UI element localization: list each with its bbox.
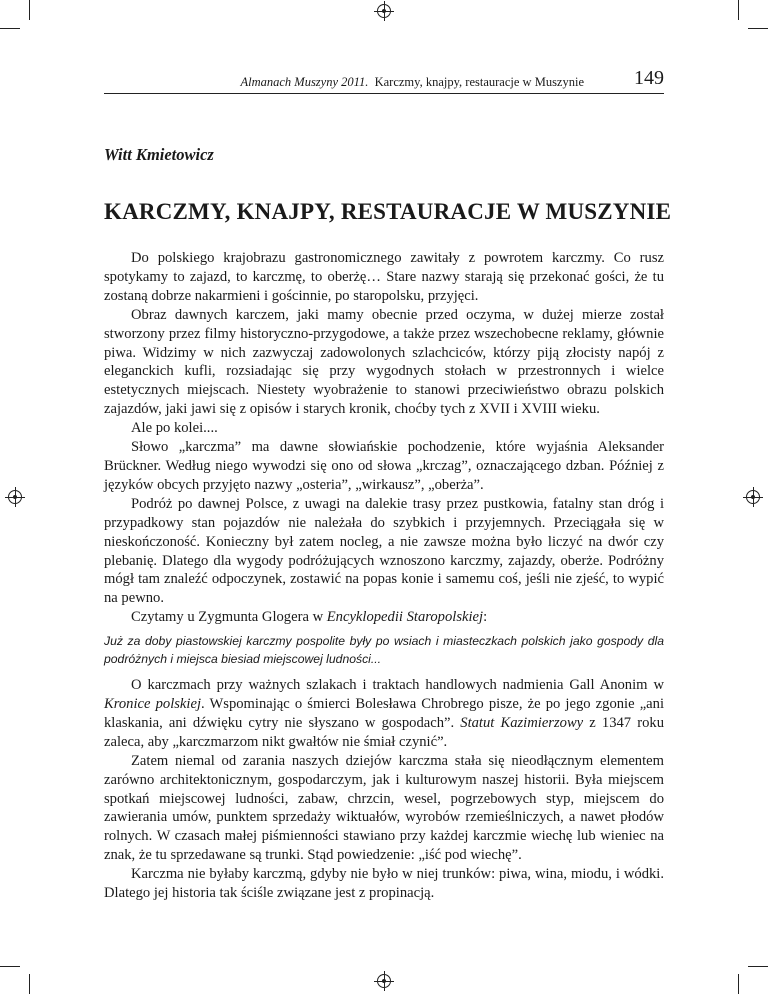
text-run: O karczmach przy ważnych szlakach i traktach handlowych nadmienia Gall Anonim w — [131, 677, 664, 694]
crop-mark — [29, 974, 30, 994]
running-header — [104, 63, 664, 94]
registration-mark-icon — [8, 490, 22, 504]
author-name: Witt Kmietowicz — [104, 145, 214, 164]
text-run: Czytamy u Zygmunta Glogera w — [131, 609, 327, 626]
running-title — [240, 75, 584, 90]
paragraph: Ale po kolei.... — [131, 420, 218, 437]
article-body — [104, 249, 664, 903]
text-run: : — [483, 609, 488, 626]
paragraph: Zatem niemal od zarania naszych dziejów karczma stała się nieodłącznym elementem zarówno architektonicznym, gospodarczym, jak i kulturowym naszej historii. Była miejscem spotkań miejscowej ludności, zabaw, chrzcin, wesel, pogrzebowych styp, miejscem do zawierania umów, punktem sprzedaży wiktuałów, wyrobów rzemieślniczych, a nawet płodów rolnych. W czasach małej piśmienności stawiano przy każdej karczmie wiechę lub wieniec na znak, że tu sprzedawane są trunki. Stąd powiedzenie: „iść pod wiechę”. — [104, 752, 664, 864]
page-number: 149 — [634, 67, 664, 89]
book-title: Kronice polskiej — [104, 696, 201, 713]
crop-mark — [738, 974, 739, 994]
paragraph: Do polskiego krajobrazu gastronomicznego zawitały z powrotem karczmy. Co rusz spotykamy to zajazd, to karczmę, to oberżę… Stare nazwy starają się przekonać gości, że tu zostaną dobrze nakarmieni i gościnnie, po staropolsku, przyjęci. — [104, 250, 664, 304]
crop-mark — [0, 966, 20, 967]
paragraph: Karczma nie byłaby karczmą, gdyby nie było w niej trunków: piwa, wina, miodu, i wódki. Dlatego jej historia tak ściśle związane jest z propinacją. — [104, 866, 664, 902]
paragraph: Obraz dawnych karczem, jaki mamy obecnie przed oczyma, w dużej mierze został stworzony przez filmy historyczno-przygodowe, a także przez wszechobecne reklamy, głównie piwa. Widzimy w nich zazwyczaj zadowolonych szlachciców, którzy piją złocisty napój z eleganckich kufli, rozsiadając się przy wygodnych stołach w przestronnych i wielce estetycznych miejscach. Niestety wyobrażenie to stanowi przeciwieństwo obrazu polskich zajazdów, jaki jawi się z opisów i starych kronik, choćby tych z XVII i XVIII wieku. — [104, 306, 664, 418]
crop-mark — [748, 966, 768, 967]
book-title: Statut Kazimierzowy — [460, 714, 584, 731]
almanac-name: Almanach Muszyny 2011. — [240, 75, 369, 89]
registration-mark-icon — [377, 4, 391, 18]
block-quote: Już za doby piastowskiej karczmy pospolite były po wsiach i miasteczkach polskich jako gospody dla podróżnych i miejsca biesiad miejscowej ludności... — [104, 634, 664, 666]
paragraph — [104, 676, 664, 752]
crop-mark — [748, 28, 768, 29]
section-title: Karczmy, knajpy, restauracje w Muszynie — [374, 75, 584, 89]
paragraph: Podróż po dawnej Polsce, z uwagi na dalekie trasy przez pustkowia, fatalny stan dróg i przypadkowy stan pojazdów nie należała do szybkich i przyjemnych. Przeciągała się w nieskończoność. Konieczny był zatem nocleg, a nie zawsze można było liczyć na dwór czy plebanię. Dlatego dla wygody podróżujących wznoszono karczmy, zajazdy, oberże. Podróżny mógł tam znaleźć odpoczynek, zostawić na popas konie i samemu coś, jeśli nie zjeść, to wypić na pewno. — [104, 495, 664, 607]
paragraph — [104, 608, 664, 627]
crop-mark — [738, 0, 739, 20]
registration-mark-icon — [377, 974, 391, 988]
text-run: . Wspominając o śmierci Bolesława Chrobrego pisze, że po jego zgonie „ani klaskania, ani dźwięku cytry nie słyszano w gospodach”. — [104, 696, 664, 731]
paragraph: Słowo „karczma” ma dawne słowiańskie pochodzenie, które wyjaśnia Aleksander Brückner. Według niego wywodzi się ono od słowa „krczag”, oznaczającego dzban. Później z języków obcych przyjęto nazwy „osteria”, „wirkausz”, „oberża”. — [104, 439, 664, 493]
text-run: z 1347 roku zaleca, aby „karczmarzom nikt gwałtów nie śmiał czynić”. — [104, 714, 664, 750]
registration-mark-icon — [746, 490, 760, 504]
crop-mark — [0, 28, 20, 29]
article-title: KARCZMY, KNAJPY, RESTAURACJE W MUSZYNIE — [104, 199, 672, 224]
book-title: Encyklopedii Staropolskiej — [326, 609, 484, 626]
crop-mark — [29, 0, 30, 20]
